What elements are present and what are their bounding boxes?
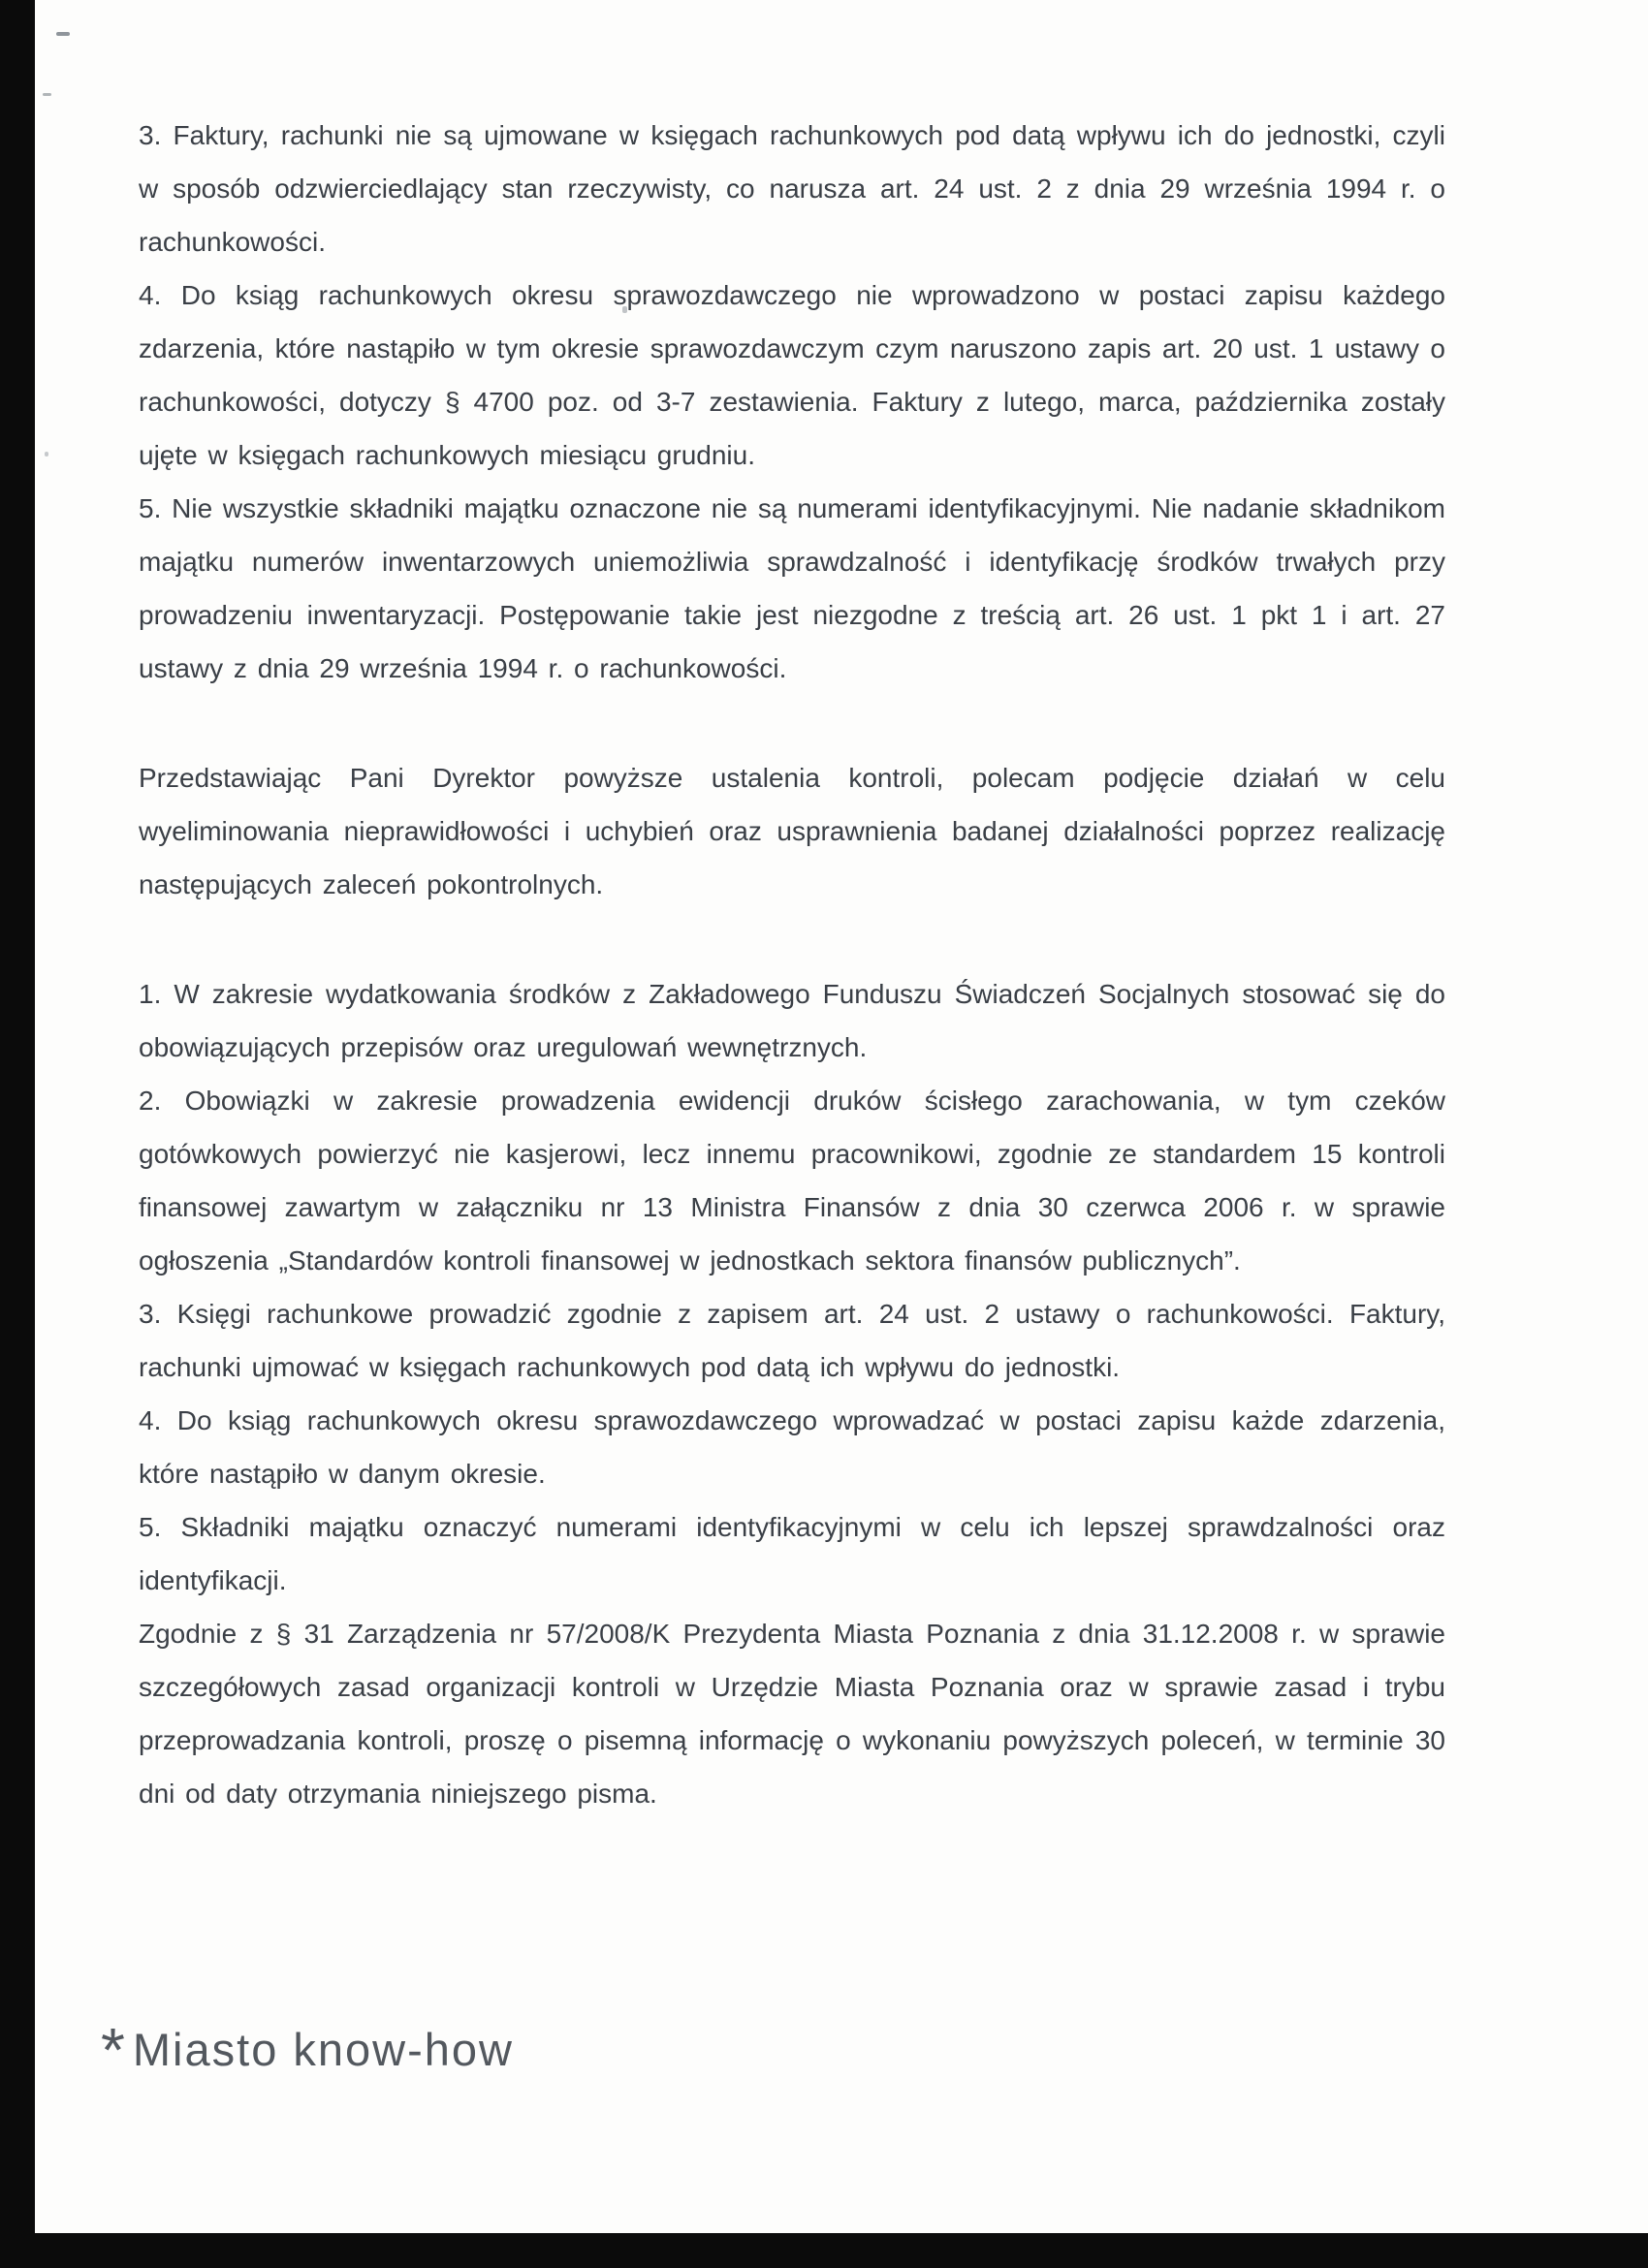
recommendation-item-2: 2. Obowiązki w zakresie prowadzenia ewidencji druków ścisłego zarachowania, w tym czeków gotówkowych powierzyć nie kasjerowi, lecz innemu pracownikowi, zgodnie ze standardem 15 kontroli finansowej zawartym w załączniku nr 13 Ministra Finansów z dnia 30 czerwca 2006 r. w sprawie ogłoszenia „Standardów kontroli finansowej w jednostkach sektora finansów publicznych”. xyxy=(139,1086,1445,1276)
finding-item-3: 3. Faktury, rachunki nie są ujmowane w księgach rachunkowych pod datą wpływu ich do jednostki, czyli w sposób odzwierciedlający stan rzeczywisty, co narusza art. 24 ust. 2 z dnia 29 września 1994 r. o rachunkowości. xyxy=(139,120,1445,257)
recommendation-item-3: 3. Księgi rachunkowe prowadzić zgodnie z zapisem art. 24 ust. 2 ustawy o rachunkowości. Faktury, rachunki ujmować w księgach rachunkowych pod datą ich wpływu do jednostki. xyxy=(139,1299,1445,1382)
intro-paragraph: Przedstawiając Pani Dyrektor powyższe ustalenia kontroli, polecam podjęcie działań w celu wyeliminowania nieprawidłowości i uchybień oraz usprawnienia badanej działalności poprzez realizację następujących zaleceń pokontrolnych. xyxy=(139,763,1445,899)
recommendation-item-1: 1. W zakresie wydatkowania środków z Zakładowego Funduszu Świadczeń Socjalnych stosować się do obowiązujących przepisów oraz uregulowań wewnętrznych. xyxy=(139,979,1445,1062)
scan-edge-left xyxy=(0,0,35,2268)
scan-artifact xyxy=(45,452,48,457)
scan-edge-bottom xyxy=(0,2233,1648,2268)
scan-artifact xyxy=(43,93,51,96)
asterisk-icon: * xyxy=(101,2015,127,2085)
miasto-know-how-logo xyxy=(101,2014,514,2086)
finding-item-5: 5. Nie wszystkie składniki majątku oznaczone nie są numerami identyfikacyjnymi. Nie nadanie składnikom majątku numerów inwentarzowych uniemożliwia sprawdzalność i identyfikację środków trwałych przy prowadzeniu inwentaryzacji. Postępowanie takie jest niezgodne z treścią art. 26 ust. 1 pkt 1 i art. 27 ustawy z dnia 29 września 1994 r. o rachunkowości. xyxy=(139,493,1445,683)
recommendation-item-5: 5. Składniki majątku oznaczyć numerami identyfikacyjnymi w celu ich lepszej sprawdzalności oraz identyfikacji. xyxy=(139,1512,1445,1595)
finding-item-4: 4. Do ksiąg rachunkowych okresu sprawozdawczego nie wprowadzono w postaci zapisu każdego zdarzenia, które nastąpiło w tym okresie sprawozdawczym czym naruszono zapis art. 20 ust. 1 ustawy o rachunkowości, dotyczy § 4700 poz. od 3-7 zestawienia. Faktury z lutego, marca, października zostały ujęte w księgach rachunkowych miesiącu grudniu. xyxy=(139,280,1445,470)
logo-text: Miasto know-how xyxy=(132,2024,514,2075)
recommendation-item-4: 4. Do ksiąg rachunkowych okresu sprawozdawczego wprowadzać w postaci zapisu każde zdarzenia, które nastąpiło w danym okresie. xyxy=(139,1405,1445,1489)
closing-paragraph: Zgodnie z § 31 Zarządzenia nr 57/2008/K Prezydenta Miasta Poznania z dnia 31.12.2008 r. w sprawie szczegółowych zasad organizacji kontroli w Urzędzie Miasta Poznania oraz w sprawie zasad i trybu przeprowadzania kontroli, proszę o pisemną informację o wykonaniu powyższych poleceń, w terminie 30 dni od daty otrzymania niniejszego pisma. xyxy=(139,1619,1445,1809)
document-body xyxy=(139,109,1445,1820)
scan-artifact xyxy=(56,32,70,36)
